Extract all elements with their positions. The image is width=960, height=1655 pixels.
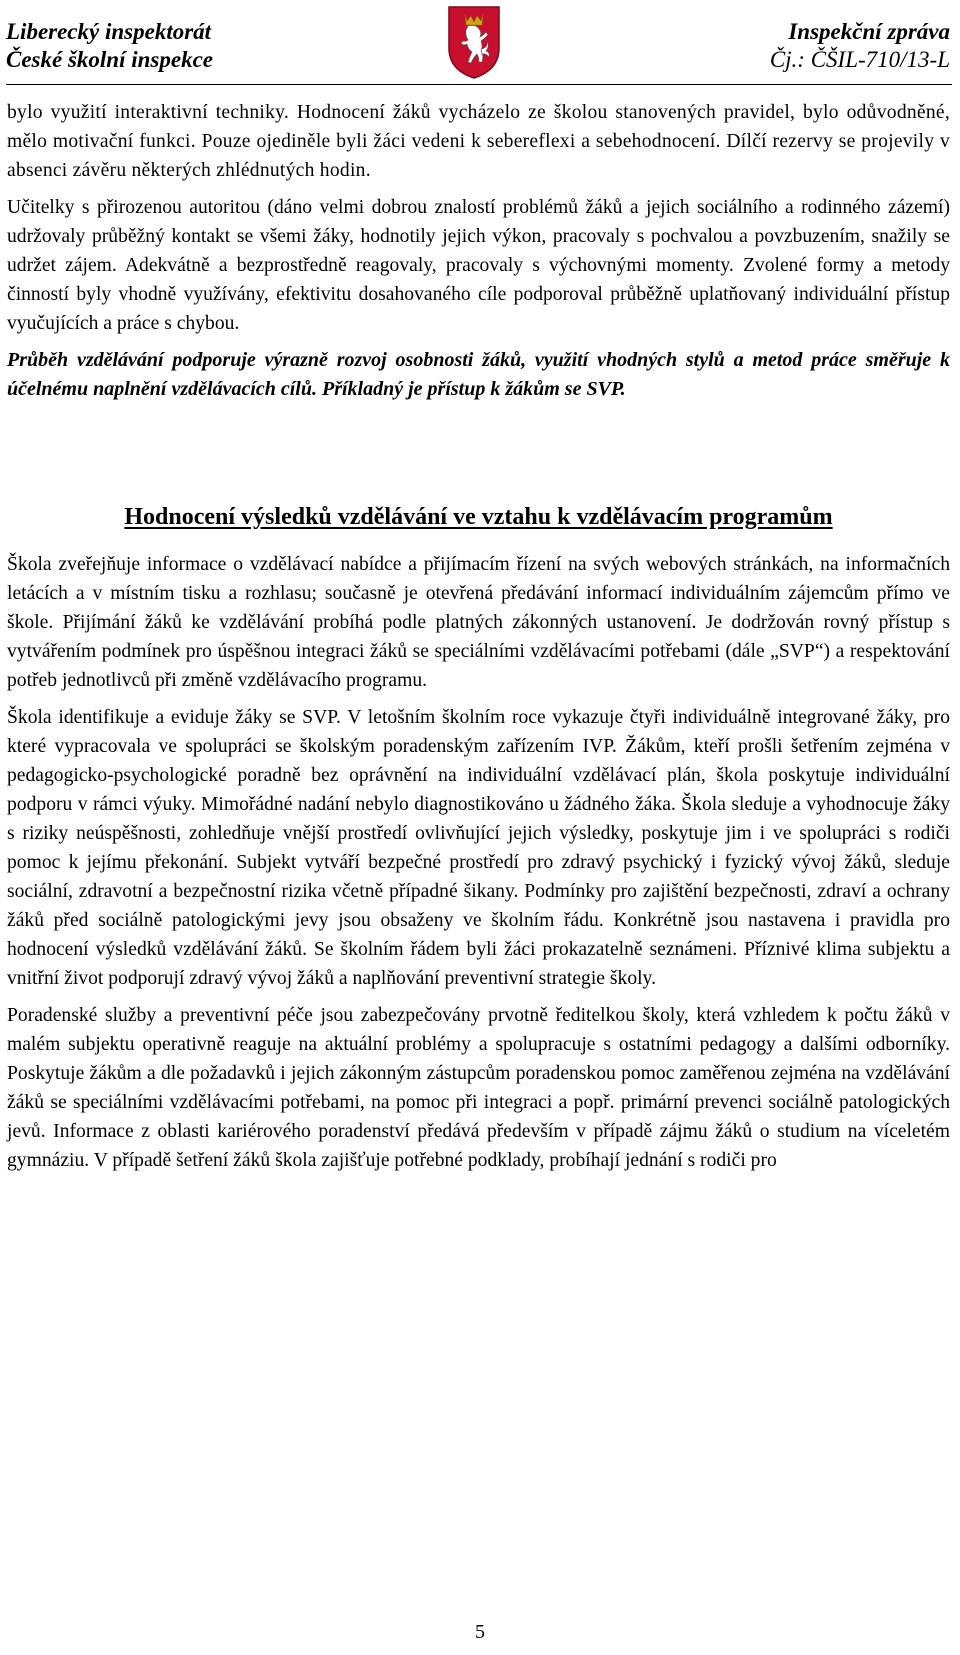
paragraph: Škola identifikuje a eviduje žáky se SVP. V letošním školním roce vykazuje čtyři individuálně integrované žáky, pro které vypracovala ve spolupráci se školským poradenským zařízením IVP. Žákům, kteří prošli šetřením zejména v pedagogicko-psychologické poradně bez oprávnění na individuální vzdělávací plán, škola poskytuje individuální podporu v rámci výuky. Mimořádné nadání nebylo diagnostikováno u žádného žáka. Škola sleduje a vyhodnocuje žáky s riziky neúspěšnosti, zohledňuje vnější prostředí ovlivňující jejich výsledky, poskytuje jim i ve spolupráci s rodiči pomoc k jejímu překonání. Subjekt vytváří bezpečné prostředí pro zdravý psychický i fyzický vývoj žáků, sleduje sociální, zdravotní a bezpečnostní rizika včetně případné šikany. Podmínky pro zajištění bezpečnosti, zdraví a ochrany žáků před sociálně patologickými jevy jsou obsaženy ve školním řádu. Konkrétně jsou nastavena i pravidla pro hodnocení výsledků vzdělávání žáků. Se školním řádem byli žáci prokazatelně seznámeni. Příznivé klima subjektu a vnitřní život podporují zdravý vývoj žáků a naplňování preventivní strategie školy. <box>7 707 950 989</box>
header-left <box>6 18 213 74</box>
page-content <box>7 98 950 1183</box>
header-reference-number: Čj.: ČŠIL-710/13-L <box>769 47 950 72</box>
header-right <box>770 18 950 74</box>
page-number: 5 <box>475 1621 485 1643</box>
paragraph: Poradenské služby a preventivní péče jsou zabezpečovány prvotně ředitelkou školy, která vzhledem k počtu žáků v malém subjektu operativně reaguje na aktuální problémy a spolupracuje s ostatními pedagogy a dalšími odborníky. Poskytuje žákům a dle požadavků i jejich zákonným zástupcům poradenskou pomoc zaměřenou zejména na vzdělávání žáků se speciálními vzdělávacími potřebami, na pomoc při integraci a popř. primární prevenci sociálně patologických jevů. Informace z oblasti kariérového poradenství předává především v případě zájmu žáků o studium na víceletém gymnáziu. V případě šetření žáků škola zajišťuje potřebné podklady, probíhají jednání s rodiči pro <box>7 1005 950 1171</box>
paragraph: Škola zveřejňuje informace o vzdělávací nabídce a přijímacím řízení na svých webových stránkách, na informačních letácích a v místním tisku a rozhlasu; současně je otevřená předávání informací individuálním zájemcům přímo ve škole. Přijímání žáků ke vzdělávání probíhá podle platných zákonných ustanovení. Je dodržován rovný přístup s vytvářením podmínek pro úspěšnou integraci žáků se speciálními vzdělávacími potřebami (dále „SVP“) a respektování potřeb jednotlivců při změně vzdělávacího programu. <box>7 554 950 691</box>
paragraph: Učitelky s přirozenou autoritou (dáno velmi dobrou znalostí problémů žáků a jejich sociálního a rodinného zázemí) udržovaly průběžný kontakt se všemi žáky, hodnotily jejich výkon, pracovaly s pochvalou a povzbuzením, snažily se udržet zájem. Adekvátně a bezprostředně reagovaly, pracovaly s výchovnými momenty. Zvolené formy a metody činností byly vhodně využívány, efektivitu dosahovaného cíle podporoval průběžně uplatňovaný individuální přístup vyučujících a práce s chybou. <box>7 197 950 334</box>
page-header <box>0 0 960 86</box>
header-institution: České školní inspekce <box>6 47 213 72</box>
czech-lion-coat-of-arms-icon <box>446 4 502 80</box>
conclusion-paragraph: Průběh vzdělávání podporuje výrazně rozvoj osobnosti žáků, využití vhodných stylů a metod práce směřuje k účelnému naplnění vzdělávacích cílů. Příkladný je přístup k žákům se SVP. <box>7 349 950 400</box>
section-spacer <box>7 412 950 502</box>
header-report-title: Inspekční zpráva <box>788 19 950 44</box>
section-heading: Hodnocení výsledků vzdělávání ve vztahu k vzdělávacím programům <box>124 504 833 530</box>
header-divider <box>6 84 952 85</box>
header-inspectorate: Liberecký inspektorát <box>6 19 212 44</box>
paragraph: bylo využití interaktivní techniky. Hodnocení žáků vycházelo ze školou stanovených pravidel, bylo odůvodněné, mělo motivační funkci. Pouze ojediněle byli žáci vedeni k sebereflexi a sebehodnocení. Dílčí rezervy se projevily v absenci závěru některých zhlédnutých hodin. <box>7 102 950 181</box>
